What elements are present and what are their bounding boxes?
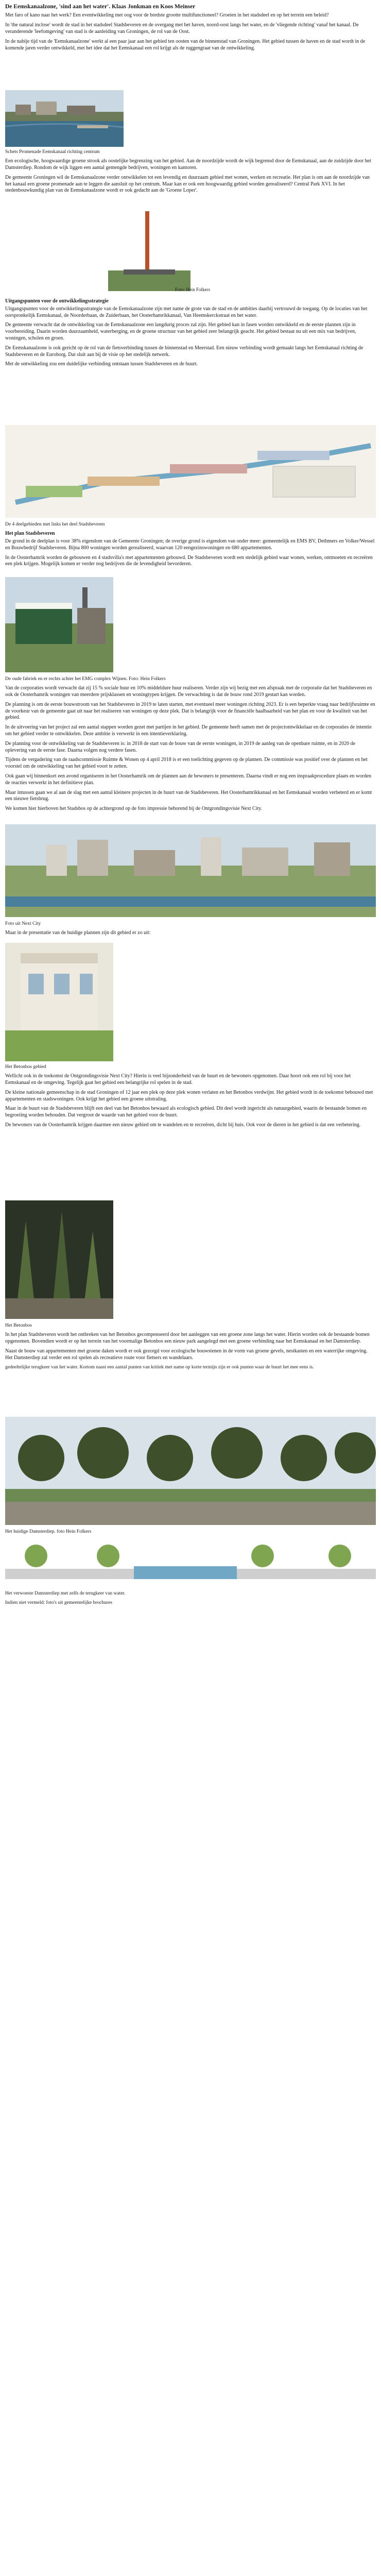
intro-paragraph: In 'the natural inclose' wordt de stad in het stadsdeel Stadsbeveren en de overgang met het haven, noord-oost langs het water, en de 'vliegende richting' vanaf het kanaal. De veranderende 'leefomgeving' van stad is de aanleiding van Groningen, de rol van de Oost. [5,22,359,35]
ems-caption: De oude fabriek en er rechts achter het EMG complex Wijnen. Foto: Hein Folkers [5,676,166,682]
damsterdiep-section [5,1540,376,1587]
body-paragraph: Een ecologische, hoogwaardige groene strook als oostelijke begrenzing van het gebied. Aan de noordzijde wordt de wijk begrensd door de Eemskanaal, aan de zuidzijde door het Damsterdiep. Rondom de wijk liggen een aantal gemengde bedrijven, woningen en kantoren. [5,158,371,171]
betonbos-image [5,1200,113,1319]
body-paragraph: De grond in de deelplan is voor 38% eigendom van de Gemeente Groningen; de overige grond is eigendom van onder meer: gemeentelijk en EMS BV, Dethmers en Volker/Wessel en Bouwbedrijf Stadsbeveren. Bijna 800 woningen worden gerealiseerd, waarvan 120 eengezinswoningen en 680 appartementen. [5,538,375,551]
footer-note: Indien niet vermeld: foto's uit gemeentelijke brochures [5,1600,113,1606]
body-paragraph: We komen hier hierboven het Stadsbos op de achtergrond op de foto impressie behorend bij de Ontgrondingsvisie Next City. [5,806,263,812]
body-paragraph: Uitgangspunten voor de ontwikkelingsstrategie van de Eemskanaalzone zijn met name de grote van de stad en de ambities daarbij vertrouwd de toegang. Op de locaties van het oorspronkelijk Eemskanaal, de Noorderbaan, de Zuiderbaan, het Oosterhamrikkanaal, Van Heemskerckstraat en het water. [5,306,368,318]
strategy-section [5,296,376,371]
photo-credit-1: Foto: Hein Folkers [175,287,211,292]
article [5,3,376,55]
subareas-map [5,425,376,518]
next-city-caption-block [5,920,376,940]
body-paragraph: In het plan Stadsbeveren wordt het ontbreken van het Betonbos gecompenseerd door het aanleggen van een groene zone langs het water. Hierin worden ook de bestaande bomen opgenomen. Bovendien wordt er op het terrein van het voormalige Betonbos een nieuw park aangelegd met een groene verbinding naar het Eemskanaal en het Damsterdiep. [5,1332,370,1344]
body-paragraph: De planning is om de eerste bouwstroom van het Stadsbeveren in 2019 te laten starten, met eventueel meer woningen richting 2023. Er is een beperkte vraag naar bedrijfsruimte en de voorkeur van de gemeente gaat uit naar het realiseren van woningen op deze plek. Dat is belangrijk voor de financiële haalbaarheid van het plan en voor de kwaliteit van het gebied. [5,701,375,721]
body-paragraph: Maar in de buurt van de Stadsbeveren blijft een deel van het Betonbos bewaard als ecologisch gebied. Dit deel wordt ingericht als natuurgebied, waarin de bestaande bomen en begroeiing worden behouden. Dat vergroot de waarde van het gebied voor de buurt. [5,1106,367,1118]
body-paragraph: De gemeente Groningen wil de Eemskanaalzone verder ontwikkelen tot een levendig en duurzaam gebied met wonen, werken en recreatie. Het plan is om aan de noordzijde van het kanaal een groene promenade aan te leggen die aansluit op het centrum. Maar kan er ook een hoogwaardig gebied worden gerealiseerd? Central Park XVI. In het stedenbouwkundig plan van de Eemskanaalzone wordt er ook gedacht aan de 'Groene Loper'. [5,174,370,194]
article-title: De Eemskanaalzone, 'sind aan het water'. Klaas Jonkman en Koos Meinser [5,4,196,10]
damsterdiep-section-caption: Het verwoeste Damsterdiep met zelfs de terugkeer van water. [5,1591,126,1596]
body-paragraph: Maar intussen gaan we al aan de slag met een aantal kleinere projecten in de buurt van de Stadsbeveren. Het Oosterhamrikkanaal en het Eemskanaal worden verbeterd en er komt een nieuwe fietsbrug. [5,789,372,802]
body-paragraph: De planning voor de ontwikkeling van de Stadsbeveren is: in 2018 de start van de bouw van de eerste woningen, in 2019 de aanleg van de openbare ruimte, en in 2020 de oplevering van de eerste fase. Daarna volgen nog verdere fasen. [5,740,356,753]
betonbos-caption: Het Betonbos gebied [5,1064,46,1070]
betonbos-caption-block [5,1063,376,1132]
damsterdiep-photo-caption-block [5,1528,376,1538]
body-paragraph: Wellicht ook in de toekomst de Ontgrondingsvisie Next City? Hierin is veel bijzonderheid van de buurt en de bewoners opgenomen. Daar hoort ook een rol bij voor het Eemskanaal en de omgeving. Tegelijk gaat het gebied een belangrijke rol spelen in de stad. [5,1073,351,1086]
damsterdiep-photo [5,1417,376,1525]
body-paragraph: De Eemskanaalzone is ook gericht op de rol van de fietsverbinding tussen de binnenstad en Meerstad. Een nieuw verbinding wordt gemaakt langs het Eemskanaal richting de Stadsbeveren en de Euroborg. Dat sluit aan bij de visie op het stedelijk netwerk. [5,345,363,358]
body-paragraph: De bewoners van de Oosterhamrik krijgen daarmee een nieuw gebied om te wandelen en te recreëren, dicht bij huis. Ook voor de dieren in het gebied is dat een verbetering. [5,1122,361,1128]
body-paragraph: Ook gaan wij binnenkort een avond organiseren in het Oosterhamrik om de plannen aan de bewoners te presenteren. Daarna vindt er nog een inspraakprocedure plaats en worden de reacties verwerkt in het definitieve plan. [5,773,371,786]
intro-paragraph: In de nabije tijd van de 'Eemskanaalzone' werkt al een paar jaar aan het gebied ten oosten van de binnenstad van Groningen. Het gebied tussen de haven en de stad wordt in de komende jaren verder ontwikkeld, met het idee dat het Eemskanaal een rol krijgt als de ruggengraat van de ontwikkeling. [5,38,366,51]
body-paragraph: Maar in de presentatie van de huidige plannen zijn dit gebied er zo uit: [5,930,151,936]
next-city-caption: Foto uit Next City [5,921,41,926]
body-paragraph: De gemeente verwacht dat de ontwikkeling van de Eemskanaalzone een langdurig proces zal zijn. Het gebied kan in fasen worden ontwikkeld en de eerste plannen zijn in voorbereiding. Daarin worden duurzaamheid, waterberging, en de groene structuur van het gebied zeer belangrijk geacht. Het gebied bestaat nu uit een mix van bedrijven, woningen, scholen en groen. [5,322,356,341]
tower-image [108,204,190,291]
promenade-caption-block [5,148,376,197]
impression-image [5,943,113,1061]
damsterdiep-photo-caption: Het huidige Damsterdiep. foto Hein Folkers [5,1529,92,1534]
section-heading: Uitgangspunten voor de ontwikkelingsstrategie [5,298,109,304]
figure-4-caption-block [5,520,376,571]
body-paragraph: In de Oosterhamrik worden de gebouwen en 4 stadsvilla's met appartementen gebouwd. De Stadsbeveren wordt een stedelijk gebied waar wonen, werken, ontmoeten en recreëren een plek krijgen. Mogelijk komen er verder nog bedrijven die de levendigheid bevorderen. [5,554,373,567]
body-paragraph: Tijdens de vergadering van de raadscommissie Ruimte & Wonen op 4 april 2018 is er een toelichting gegeven op de plannen. De commissie was positief over de plannen en het voorstel om de ontwikkeling van het gebied voort te zetten. [5,757,368,770]
next-city-image [5,824,376,917]
body-paragraph: Met de ontwikkeling zou een duidelijke verbinding ontstaan tussen Stadsbeveren en de buurt. [5,361,198,367]
factory-image [5,577,113,672]
betonbos-2-caption-block [5,1321,376,1374]
body-paragraph: In de uitvoering van het project zal een aantal stappen worden gezet met partijen in het gebied. De gemeente heeft samen met de projectontwikkelaar en de corporaties de intentie om het gebied verder te ontwikkelen. Deze ambitie is verwerkt in een intentieverklaring. [5,724,372,737]
figure-caption: De 4 deelgebieden met links het deel Stadsbeveren [5,522,105,527]
ems-caption-block [5,675,376,816]
section-caption-block [5,1589,376,1609]
body-paragraph: Naast de bouw van appartementen met groene daken wordt er ook gezorgd voor ecologische bouwstenen in de vorm van groene gevels, nestkasten en een waterrijke omgeving. Het Damsterdiep zal verder een rol spelen als recreatieve route voor fietsers en wandelaars. [5,1348,368,1361]
promenade-caption: Schets Promenade Eemskanaal richting centrum [5,149,100,155]
body-paragraph: Van de corporaties wordt verwacht dat zij 15 % sociale huur en 10% middeldure huur realiseren. Verder zijn wij bezig met een afspraak met de corporatie dat het Stadsbeveren en ook de Oosterhamrik woningen van meerdere prijsklassen en woningtypen krijgen. De verwachting is dat de bouw rond 2019 gestart kan worden. [5,685,372,698]
body-paragraph: De kleine nationale gemeenschap in de stad Groningen of 12 jaar een plek op deze plek wonen verlaten en het Betonbos verdwijnt. Het gebied wordt in de toekomst bebouwd met appartementen en stadswoningen. Ook krijgt het gebied een groene uitstraling. [5,1089,373,1102]
section-heading: Het plan Stadsbeveren [5,531,55,537]
damsterdiep-intro-caption: gedeeltelijke terugkeer van het water. Kortom naast een aantal punten van kritiek met name op korte termijn zijn er ook punten waar de buurt het mee eens is. [5,1365,314,1370]
betonbos-caption-2: Het Betonbos [5,1323,32,1328]
intro-paragraph: Met faro of kano naar het werk? Een eventwikkeling met oog voor de bredste grootte multifunctioneel? Groeien in het stadsdeel en op het terrein een beleid? [5,12,329,19]
promenade-image [5,90,124,147]
